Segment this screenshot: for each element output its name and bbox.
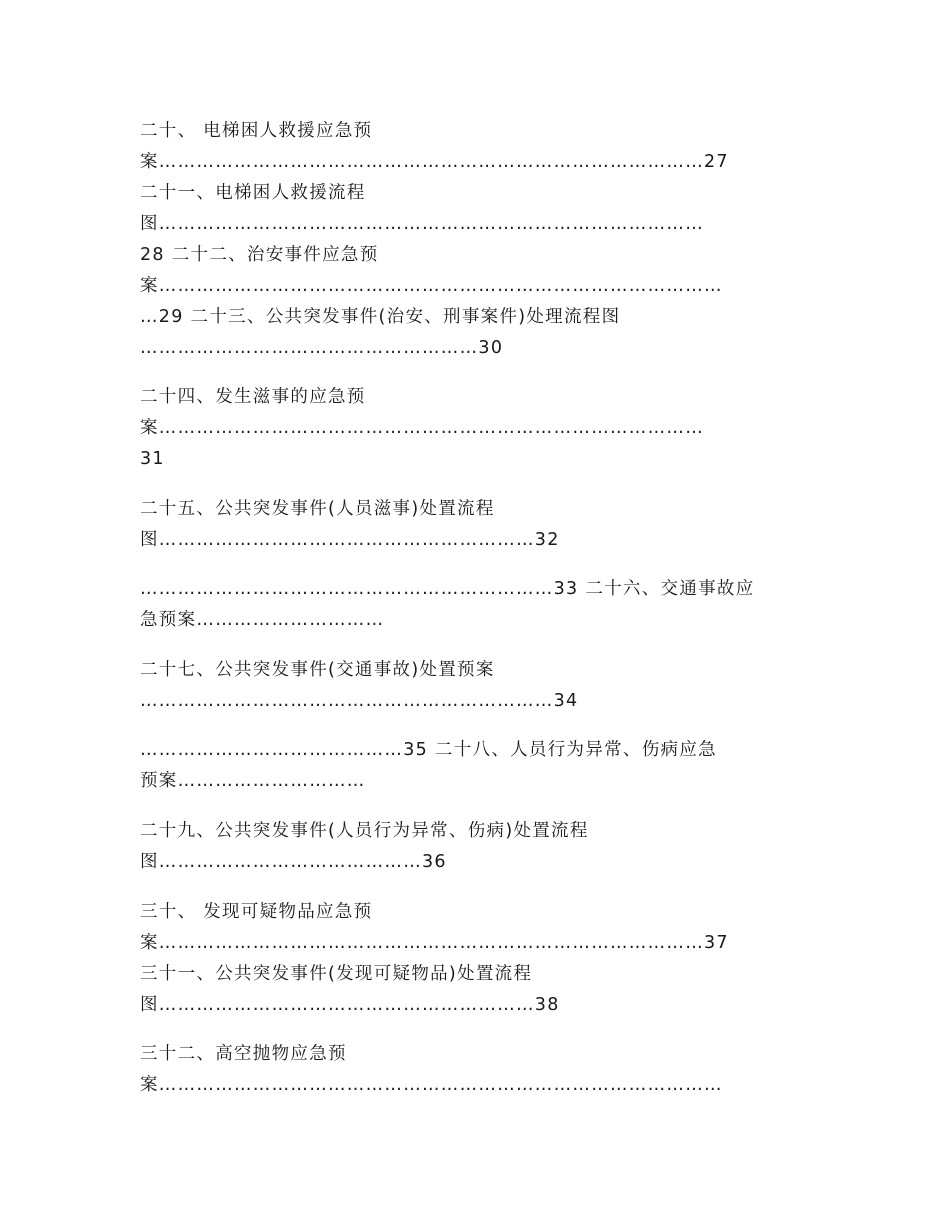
toc-line: 案………………………………………………………………………………	[140, 276, 723, 296]
toc-line: ………………………………………………30	[140, 338, 504, 358]
toc-line: 预案…………………………	[140, 771, 366, 791]
toc-line: 图……………………………………………………38	[140, 995, 560, 1015]
toc-line: 二十一、电梯困人救援流程	[140, 183, 366, 203]
toc-line: 案……………………………………………………………………………37	[140, 933, 729, 953]
toc-line: 二十、 电梯困人救援应急预	[140, 121, 373, 141]
toc-line: 二十五、公共突发事件(人员滋事)处置流程	[140, 499, 495, 519]
toc-line: 28 二十二、治安事件应急预	[140, 245, 379, 265]
toc-line: 二十九、公共突发事件(人员行为异常、伤病)处置流程	[140, 821, 589, 841]
toc-line: 三十一、公共突发事件(发现可疑物品)处置流程	[140, 964, 533, 984]
toc-line: 三十二、高空抛物应急预	[140, 1044, 347, 1064]
toc-line: 图……………………………………………………32	[140, 530, 560, 550]
toc-line: 31	[140, 449, 165, 469]
toc-line: 案……………………………………………………………………………	[140, 418, 704, 438]
toc-line: 案………………………………………………………………………………	[140, 1075, 723, 1095]
toc-line: ……………………………………35 二十八、人员行为异常、伤病应急	[140, 740, 717, 760]
toc-line: 急预案…………………………	[140, 610, 385, 630]
toc-line: …………………………………………………………34	[140, 691, 579, 711]
toc-line: 三十、 发现可疑物品应急预	[140, 902, 373, 922]
toc-line: 案……………………………………………………………………………27	[140, 152, 729, 172]
toc-line: …29 二十三、公共突发事件(治安、刑事案件)处理流程图	[140, 307, 621, 327]
toc-line: 图……………………………………………………………………………	[140, 214, 704, 234]
toc-line: 二十七、公共突发事件(交通事故)处置预案	[140, 660, 495, 680]
toc-line: …………………………………………………………33 二十六、交通事故应	[140, 579, 755, 599]
toc-line: 图……………………………………36	[140, 852, 447, 872]
toc-line: 二十四、发生滋事的应急预	[140, 387, 366, 407]
